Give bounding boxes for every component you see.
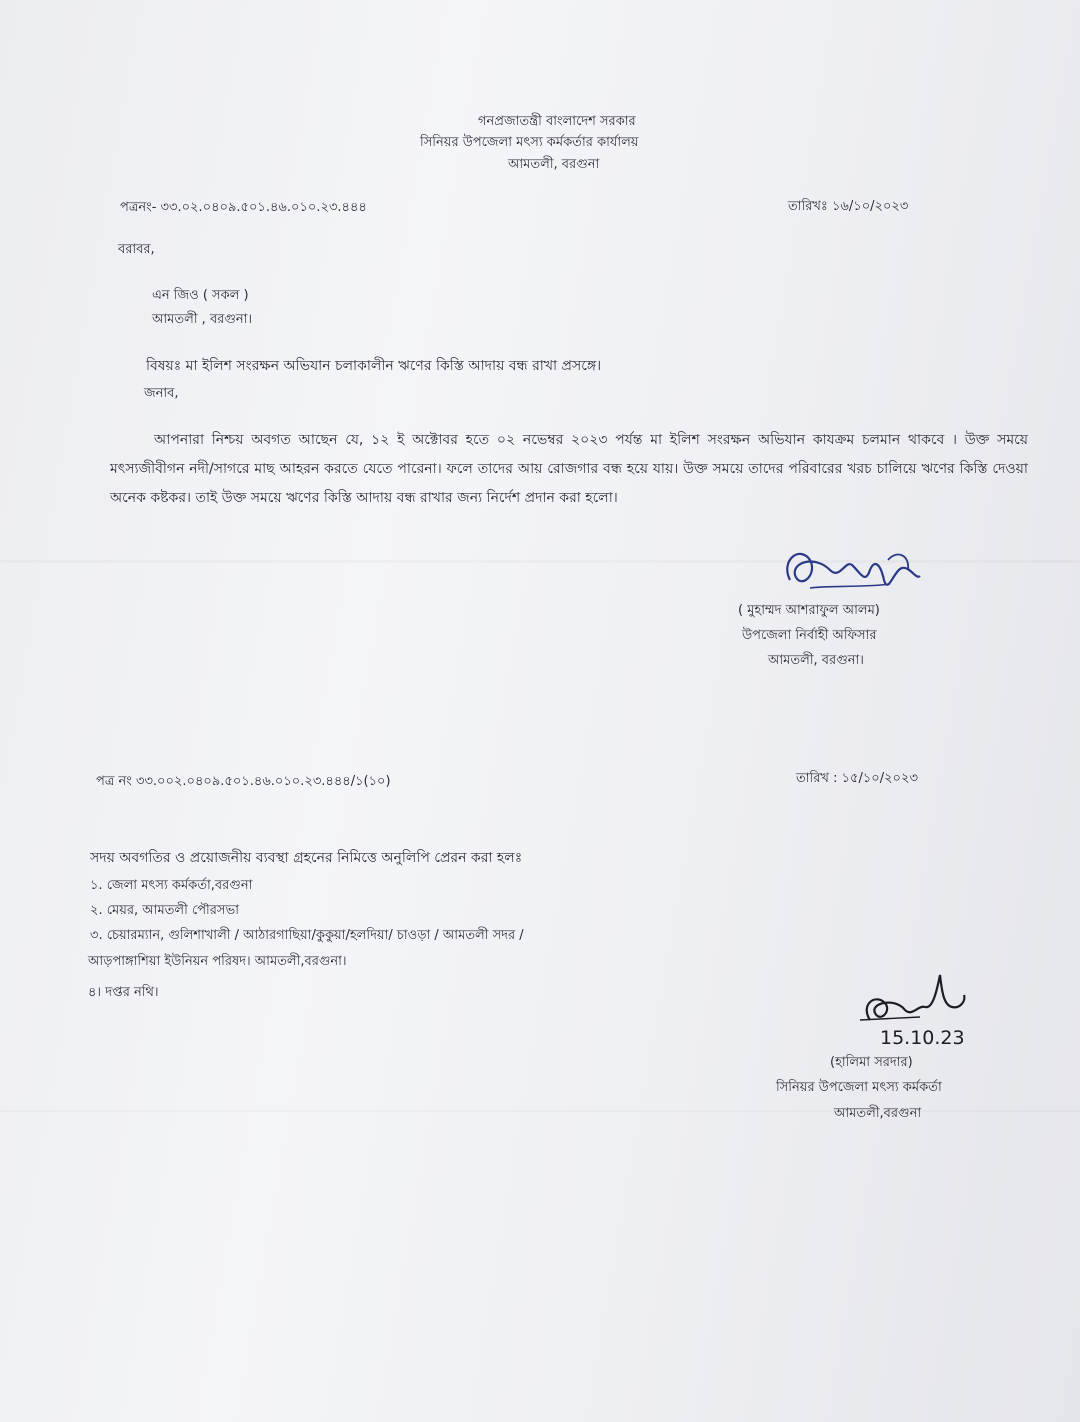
signatory-2-title: সিনিয়র উপজেলা মৎস্য কর্মকর্তা: [776, 1080, 942, 1095]
copy-item-4: ৪। দপ্তর নথি।: [88, 985, 159, 1000]
signatory-1-name: ( মুহাম্মদ আশরাফুল আলম): [738, 603, 880, 618]
signature-1-image: [770, 540, 940, 610]
copy-date: তারিখ : ১৫/১০/২০২৩: [796, 771, 918, 786]
salutation: জনাব,: [144, 386, 179, 401]
copy-reference: পত্র নং ৩৩.০০২.০৪০৯.৫০১.৪৬.০১০.২৩.৪৪৪/১(১০): [96, 774, 391, 789]
recipient-name: এন জিও ( সকল ): [152, 288, 249, 303]
memo-reference: পত্রনং- ৩৩.০২.০৪০৯.৫০১.৪৬.০১০.২৩.৪৪৪: [120, 200, 367, 215]
signature-2-date: 15.10.23: [880, 1027, 965, 1049]
recipient-address: আমতলী , বরগুনা।: [152, 312, 253, 327]
letter-subject: বিষয়ঃ মা ইলিশ সংরক্ষন অভিযান চলাকালীন ঋণের কিস্তি আদায় বন্ধ রাখা প্রসঙ্গে।: [146, 358, 602, 374]
header-line-3: আমতলী, বরগুনা: [508, 157, 600, 172]
signatory-1-location: আমতলী, বরগুনা।: [768, 653, 864, 668]
copy-item-3-cont: আড়পাঙ্গাশিয়া ইউনিয়ন পরিষদ। আমতলী,বরগুনা।: [88, 954, 347, 969]
letter-body: আপনারা নিশ্চয় অবগত আছেন যে, ১২ ই অক্টোবর হতে ০২ নভেম্বর ২০২৩ পর্যন্ত মা ইলিশ সংরক্ষন অভিযান কাযক্রম চলমান থাকবে । উক্ত সময়ে মৎস্যজীবীগন নদী/সাগরে মাছ আহরন করতে যেতে পারেনা। ফলে তাদের আয় রোজগার বন্ধ হয়ে যায়। উক্ত সময়ে তাদের পরিবারের খরচ চালিয়ে ঋণের কিস্তি দেওয়া অনেক কষ্টকর। তাই উক্ত সময়ে ঋণের কিস্তি আদায় বন্ধ রাখার জন্য নির্দেশ প্রদান করা হলো।: [110, 432, 1028, 506]
signatory-1-title: উপজেলা নির্বাহী অফিসার: [742, 628, 877, 643]
copy-intro: সদয় অবগতির ও প্রয়োজনীয় ব্যবস্থা গ্রহনের নিমিত্তে অনুলিপি প্রেরন করা হলঃ: [90, 850, 523, 866]
header-line-2: সিনিয়র উপজেলা মৎস্য কর্মকর্তার কার্যালয়: [420, 135, 639, 150]
signature-2-image: [840, 965, 980, 1030]
header-line-1: গনপ্রজাতন্ত্রী বাংলাদেশ সরকার: [478, 114, 636, 129]
copy-item-2: ২. মেয়র, আমতলী পৌরসভা: [90, 903, 239, 918]
copy-item-3: ৩. চেয়ারম্যান, গুলিশাখালী / আঠারগাছিয়া/কুকুয়া/হলদিয়া/ চাওড়া / আমতলী সদর /: [90, 928, 524, 943]
recipient-to: বরাবর,: [118, 242, 155, 257]
signatory-2-location: আমতলী,বরগুনা: [834, 1106, 922, 1121]
memo-date: তারিখঃ ১৬/১০/২০২৩: [788, 199, 909, 214]
copy-item-1: ১. জেলা মৎস্য কর্মকর্তা,বরগুনা: [90, 878, 253, 893]
signatory-2-name: (হালিমা সরদার): [830, 1055, 913, 1070]
